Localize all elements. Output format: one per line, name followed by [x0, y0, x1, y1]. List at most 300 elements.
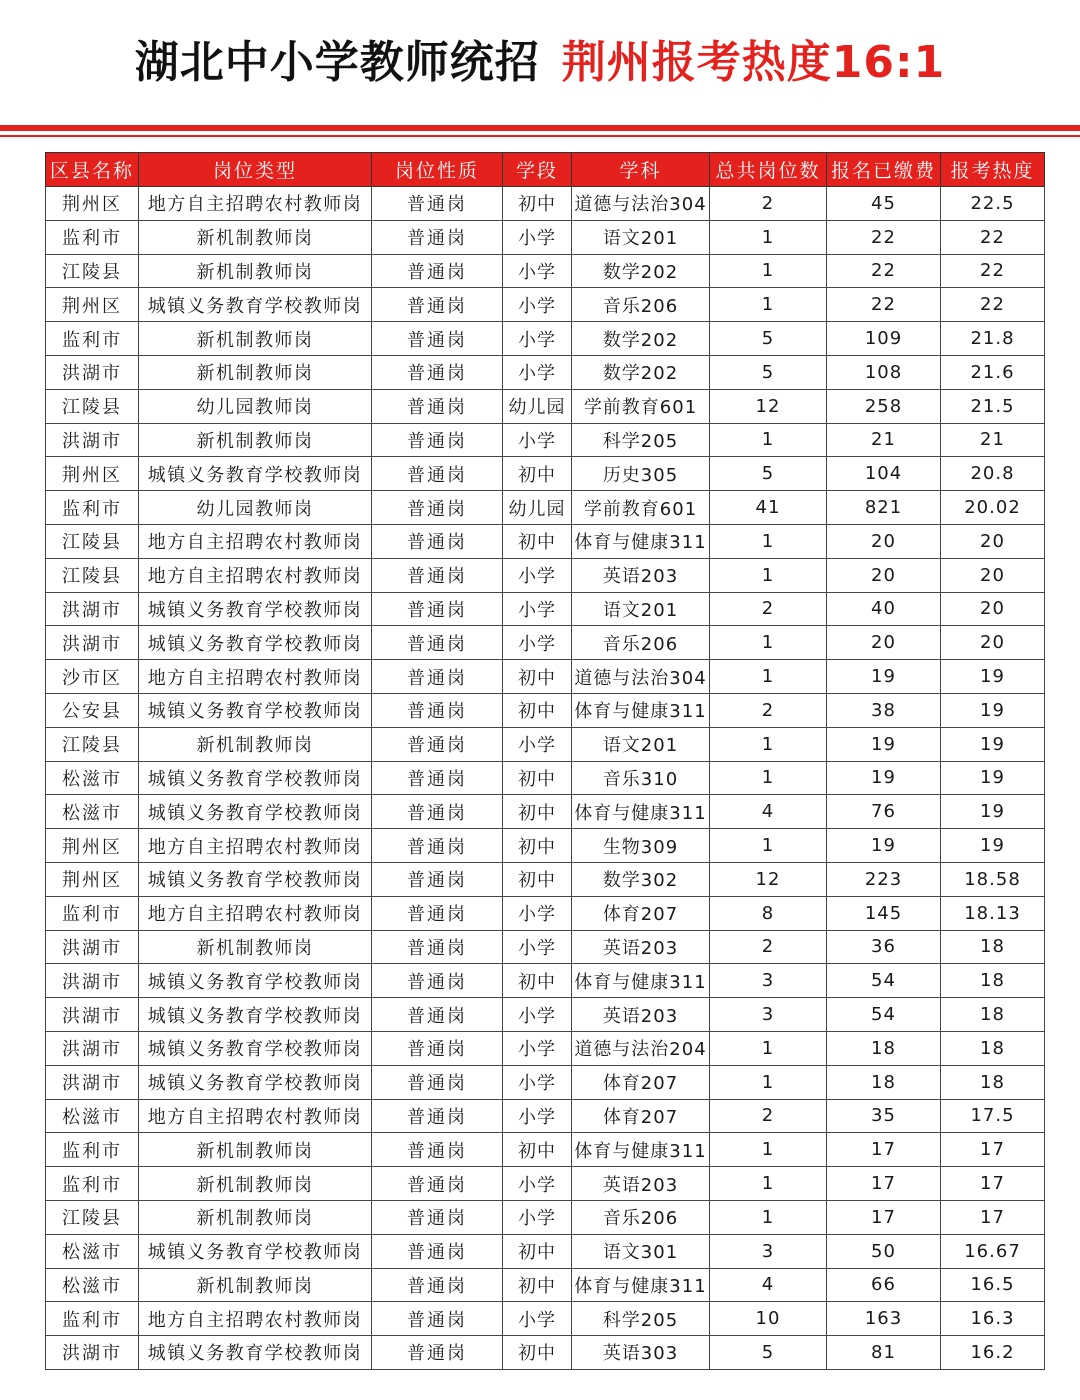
- cell-subject: 语文201: [572, 727, 710, 761]
- cell-total-posts: 5: [710, 1336, 827, 1370]
- cell-heat-ratio: 19: [941, 660, 1045, 694]
- cell-district: 监利市: [46, 220, 139, 254]
- cell-paid-applicants: 258: [827, 389, 941, 423]
- cell-subject: 英语303: [572, 1336, 710, 1370]
- cell-post-nature: 普通岗: [372, 626, 503, 660]
- cell-school-level: 初中: [503, 761, 572, 795]
- cell-total-posts: 1: [710, 761, 827, 795]
- table-row: [46, 1065, 1045, 1099]
- cell-post-type: 城镇义务教育学校教师岗: [139, 693, 372, 727]
- cell-heat-ratio: 20: [941, 524, 1045, 558]
- table-row: [46, 288, 1045, 322]
- table-row: [46, 457, 1045, 491]
- cell-subject: 历史305: [572, 457, 710, 491]
- cell-heat-ratio: 22.5: [941, 187, 1045, 221]
- cell-paid-applicants: 20: [827, 558, 941, 592]
- cell-post-type: 地方自主招聘农村教师岗: [139, 524, 372, 558]
- cell-school-level: 小学: [503, 288, 572, 322]
- cell-subject: 数学202: [572, 322, 710, 356]
- cell-district: 江陵县: [46, 389, 139, 423]
- cell-heat-ratio: 21.6: [941, 355, 1045, 389]
- cell-total-posts: 1: [710, 626, 827, 660]
- table-row: [46, 1167, 1045, 1201]
- cell-school-level: 幼儿园: [503, 491, 572, 525]
- cell-heat-ratio: 22: [941, 254, 1045, 288]
- cell-school-level: 初中: [503, 1268, 572, 1302]
- cell-post-nature: 普通岗: [372, 660, 503, 694]
- page-title: [135, 26, 945, 90]
- cell-paid-applicants: 109: [827, 322, 941, 356]
- cell-district: 荆州区: [46, 457, 139, 491]
- table-row: [46, 795, 1045, 829]
- cell-school-level: 小学: [503, 1200, 572, 1234]
- cell-post-nature: 普通岗: [372, 1099, 503, 1133]
- cell-heat-ratio: 20: [941, 558, 1045, 592]
- cell-post-type: 城镇义务教育学校教师岗: [139, 795, 372, 829]
- cell-paid-applicants: 22: [827, 220, 941, 254]
- cell-total-posts: 2: [710, 693, 827, 727]
- cell-district: 松滋市: [46, 795, 139, 829]
- cell-post-type: 新机制教师岗: [139, 930, 372, 964]
- cell-subject: 音乐206: [572, 1200, 710, 1234]
- cell-heat-ratio: 19: [941, 795, 1045, 829]
- cell-paid-applicants: 17: [827, 1167, 941, 1201]
- cell-district: 荆州区: [46, 829, 139, 863]
- table-row: [46, 220, 1045, 254]
- cell-district: 洪湖市: [46, 1336, 139, 1370]
- cell-total-posts: 1: [710, 288, 827, 322]
- cell-post-nature: 普通岗: [372, 1031, 503, 1065]
- cell-total-posts: 1: [710, 1167, 827, 1201]
- cell-heat-ratio: 16.5: [941, 1268, 1045, 1302]
- cell-district: 洪湖市: [46, 1065, 139, 1099]
- cell-total-posts: 1: [710, 423, 827, 457]
- page-header: [0, 0, 1080, 125]
- cell-subject: 道德与法治304: [572, 660, 710, 694]
- cell-school-level: 初中: [503, 660, 572, 694]
- cell-total-posts: 2: [710, 187, 827, 221]
- cell-paid-applicants: 223: [827, 862, 941, 896]
- cell-post-nature: 普通岗: [372, 1268, 503, 1302]
- cell-total-posts: 3: [710, 1234, 827, 1268]
- cell-district: 荆州区: [46, 862, 139, 896]
- cell-paid-applicants: 36: [827, 930, 941, 964]
- cell-subject: 科学205: [572, 1302, 710, 1336]
- cell-district: 监利市: [46, 491, 139, 525]
- title-main: 湖北中小学教师统招: [134, 36, 540, 88]
- cell-district: 洪湖市: [46, 592, 139, 626]
- cell-total-posts: 2: [710, 1099, 827, 1133]
- cell-school-level: 幼儿园: [503, 389, 572, 423]
- cell-paid-applicants: 19: [827, 761, 941, 795]
- table-container: [45, 152, 1044, 1370]
- cell-district: 松滋市: [46, 1268, 139, 1302]
- cell-subject: 体育与健康311: [572, 693, 710, 727]
- table-row: [46, 930, 1045, 964]
- table-row: [46, 1133, 1045, 1167]
- cell-post-type: 新机制教师岗: [139, 423, 372, 457]
- cell-paid-applicants: 76: [827, 795, 941, 829]
- cell-paid-applicants: 19: [827, 660, 941, 694]
- cell-paid-applicants: 81: [827, 1336, 941, 1370]
- table-row: [46, 355, 1045, 389]
- cell-district: 洪湖市: [46, 423, 139, 457]
- cell-paid-applicants: 54: [827, 998, 941, 1032]
- cell-post-type: 新机制教师岗: [139, 322, 372, 356]
- cell-district: 江陵县: [46, 558, 139, 592]
- cell-post-type: 城镇义务教育学校教师岗: [139, 288, 372, 322]
- cell-post-nature: 普通岗: [372, 1302, 503, 1336]
- cell-total-posts: 5: [710, 355, 827, 389]
- cell-total-posts: 5: [710, 457, 827, 491]
- cell-total-posts: 3: [710, 998, 827, 1032]
- cell-post-type: 新机制教师岗: [139, 727, 372, 761]
- cell-total-posts: 1: [710, 524, 827, 558]
- cell-district: 松滋市: [46, 1099, 139, 1133]
- cell-post-type: 地方自主招聘农村教师岗: [139, 896, 372, 930]
- cell-school-level: 初中: [503, 829, 572, 863]
- cell-heat-ratio: 18.58: [941, 862, 1045, 896]
- table-row: [46, 693, 1045, 727]
- cell-post-nature: 普通岗: [372, 862, 503, 896]
- cell-district: 洪湖市: [46, 355, 139, 389]
- cell-post-nature: 普通岗: [372, 524, 503, 558]
- cell-post-nature: 普通岗: [372, 829, 503, 863]
- cell-subject: 语文301: [572, 1234, 710, 1268]
- cell-subject: 语文201: [572, 220, 710, 254]
- cell-post-nature: 普通岗: [372, 1065, 503, 1099]
- cell-subject: 语文201: [572, 592, 710, 626]
- cell-post-nature: 普通岗: [372, 1133, 503, 1167]
- cell-subject: 数学202: [572, 254, 710, 288]
- cell-paid-applicants: 20: [827, 626, 941, 660]
- cell-total-posts: 4: [710, 1268, 827, 1302]
- table-row: [46, 761, 1045, 795]
- cell-post-type: 城镇义务教育学校教师岗: [139, 1234, 372, 1268]
- cell-district: 松滋市: [46, 1234, 139, 1268]
- table-row: [46, 998, 1045, 1032]
- table-row: [46, 592, 1045, 626]
- cell-heat-ratio: 22: [941, 288, 1045, 322]
- cell-school-level: 小学: [503, 626, 572, 660]
- cell-post-nature: 普通岗: [372, 220, 503, 254]
- cell-post-type: 城镇义务教育学校教师岗: [139, 626, 372, 660]
- cell-paid-applicants: 54: [827, 964, 941, 998]
- cell-post-nature: 普通岗: [372, 795, 503, 829]
- cell-paid-applicants: 18: [827, 1065, 941, 1099]
- cell-heat-ratio: 20.8: [941, 457, 1045, 491]
- cell-subject: 音乐206: [572, 626, 710, 660]
- cell-heat-ratio: 19: [941, 761, 1045, 795]
- cell-heat-ratio: 21.8: [941, 322, 1045, 356]
- table-row: [46, 964, 1045, 998]
- cell-subject: 体育与健康311: [572, 1133, 710, 1167]
- cell-post-nature: 普通岗: [372, 693, 503, 727]
- cell-subject: 道德与法治204: [572, 1031, 710, 1065]
- cell-post-type: 幼儿园教师岗: [139, 491, 372, 525]
- cell-post-type: 地方自主招聘农村教师岗: [139, 1099, 372, 1133]
- cell-school-level: 初中: [503, 457, 572, 491]
- column-header-subject: 学科: [572, 153, 710, 187]
- cell-school-level: 小学: [503, 220, 572, 254]
- cell-total-posts: 8: [710, 896, 827, 930]
- cell-school-level: 小学: [503, 322, 572, 356]
- table-row: [46, 727, 1045, 761]
- cell-heat-ratio: 20: [941, 592, 1045, 626]
- cell-total-posts: 1: [710, 1200, 827, 1234]
- cell-subject: 音乐310: [572, 761, 710, 795]
- cell-heat-ratio: 17: [941, 1200, 1045, 1234]
- cell-total-posts: 12: [710, 389, 827, 423]
- table-row: [46, 829, 1045, 863]
- cell-post-type: 新机制教师岗: [139, 1200, 372, 1234]
- cell-total-posts: 12: [710, 862, 827, 896]
- table-row: [46, 660, 1045, 694]
- cell-post-nature: 普通岗: [372, 896, 503, 930]
- cell-total-posts: 4: [710, 795, 827, 829]
- cell-total-posts: 3: [710, 964, 827, 998]
- cell-district: 监利市: [46, 1302, 139, 1336]
- cell-school-level: 小学: [503, 592, 572, 626]
- cell-school-level: 初中: [503, 795, 572, 829]
- cell-post-type: 城镇义务教育学校教师岗: [139, 1031, 372, 1065]
- cell-heat-ratio: 17: [941, 1133, 1045, 1167]
- table-row: [46, 1234, 1045, 1268]
- cell-school-level: 初中: [503, 1336, 572, 1370]
- cell-district: 洪湖市: [46, 998, 139, 1032]
- cell-subject: 体育与健康311: [572, 1268, 710, 1302]
- cell-district: 江陵县: [46, 524, 139, 558]
- cell-school-level: 小学: [503, 1031, 572, 1065]
- cell-post-nature: 普通岗: [372, 1167, 503, 1201]
- cell-total-posts: 1: [710, 254, 827, 288]
- cell-paid-applicants: 22: [827, 288, 941, 322]
- table-row: [46, 1336, 1045, 1370]
- cell-district: 洪湖市: [46, 1031, 139, 1065]
- cell-post-nature: 普通岗: [372, 389, 503, 423]
- cell-post-nature: 普通岗: [372, 423, 503, 457]
- table-body: [46, 187, 1045, 1370]
- cell-post-nature: 普通岗: [372, 254, 503, 288]
- cell-heat-ratio: 17: [941, 1167, 1045, 1201]
- cell-heat-ratio: 16.2: [941, 1336, 1045, 1370]
- cell-school-level: 初中: [503, 1234, 572, 1268]
- cell-school-level: 小学: [503, 254, 572, 288]
- cell-district: 监利市: [46, 1133, 139, 1167]
- cell-post-type: 新机制教师岗: [139, 1133, 372, 1167]
- cell-school-level: 初中: [503, 693, 572, 727]
- cell-heat-ratio: 19: [941, 727, 1045, 761]
- cell-heat-ratio: 18: [941, 930, 1045, 964]
- cell-school-level: 小学: [503, 423, 572, 457]
- cell-school-level: 初中: [503, 964, 572, 998]
- column-header-paid-applicants: 报名已缴费: [827, 153, 941, 187]
- cell-subject: 生物309: [572, 829, 710, 863]
- cell-total-posts: 1: [710, 727, 827, 761]
- cell-post-type: 城镇义务教育学校教师岗: [139, 592, 372, 626]
- cell-district: 公安县: [46, 693, 139, 727]
- cell-subject: 体育与健康311: [572, 964, 710, 998]
- cell-post-nature: 普通岗: [372, 558, 503, 592]
- cell-total-posts: 1: [710, 558, 827, 592]
- cell-post-type: 地方自主招聘农村教师岗: [139, 187, 372, 221]
- cell-paid-applicants: 17: [827, 1133, 941, 1167]
- cell-post-nature: 普通岗: [372, 322, 503, 356]
- cell-paid-applicants: 21: [827, 423, 941, 457]
- table-row: [46, 322, 1045, 356]
- cell-post-type: 城镇义务教育学校教师岗: [139, 761, 372, 795]
- cell-district: 荆州区: [46, 187, 139, 221]
- cell-heat-ratio: 18: [941, 998, 1045, 1032]
- cell-district: 洪湖市: [46, 964, 139, 998]
- cell-paid-applicants: 145: [827, 896, 941, 930]
- table-row: [46, 1099, 1045, 1133]
- header-rule-thick: [0, 125, 1080, 131]
- cell-district: 江陵县: [46, 727, 139, 761]
- cell-post-type: 新机制教师岗: [139, 254, 372, 288]
- cell-post-nature: 普通岗: [372, 930, 503, 964]
- cell-post-type: 城镇义务教育学校教师岗: [139, 457, 372, 491]
- table-row: [46, 423, 1045, 457]
- cell-paid-applicants: 40: [827, 592, 941, 626]
- cell-subject: 数学202: [572, 355, 710, 389]
- cell-paid-applicants: 108: [827, 355, 941, 389]
- cell-district: 监利市: [46, 322, 139, 356]
- table-row: [46, 1200, 1045, 1234]
- cell-post-type: 新机制教师岗: [139, 1268, 372, 1302]
- cell-school-level: 小学: [503, 1302, 572, 1336]
- cell-subject: 体育与健康311: [572, 795, 710, 829]
- table-row: [46, 1031, 1045, 1065]
- column-header-total-posts: 总共岗位数: [710, 153, 827, 187]
- cell-paid-applicants: 19: [827, 727, 941, 761]
- cell-post-type: 新机制教师岗: [139, 220, 372, 254]
- cell-heat-ratio: 19: [941, 693, 1045, 727]
- cell-post-type: 城镇义务教育学校教师岗: [139, 1065, 372, 1099]
- cell-district: 江陵县: [46, 1200, 139, 1234]
- cell-post-type: 地方自主招聘农村教师岗: [139, 1302, 372, 1336]
- cell-total-posts: 1: [710, 220, 827, 254]
- cell-post-type: 城镇义务教育学校教师岗: [139, 862, 372, 896]
- cell-total-posts: 1: [710, 1031, 827, 1065]
- recruitment-table: [45, 152, 1045, 1370]
- cell-heat-ratio: 19: [941, 829, 1045, 863]
- table-row: [46, 389, 1045, 423]
- cell-subject: 学前教育601: [572, 491, 710, 525]
- table-row: [46, 524, 1045, 558]
- cell-school-level: 小学: [503, 998, 572, 1032]
- cell-district: 监利市: [46, 1167, 139, 1201]
- cell-school-level: 小学: [503, 930, 572, 964]
- table-row: [46, 491, 1045, 525]
- cell-post-nature: 普通岗: [372, 964, 503, 998]
- cell-paid-applicants: 35: [827, 1099, 941, 1133]
- cell-heat-ratio: 18: [941, 1065, 1045, 1099]
- cell-district: 洪湖市: [46, 930, 139, 964]
- cell-subject: 体育207: [572, 1065, 710, 1099]
- cell-post-nature: 普通岗: [372, 1234, 503, 1268]
- cell-post-nature: 普通岗: [372, 998, 503, 1032]
- cell-paid-applicants: 22: [827, 254, 941, 288]
- cell-heat-ratio: 20: [941, 626, 1045, 660]
- cell-post-nature: 普通岗: [372, 727, 503, 761]
- cell-total-posts: 2: [710, 930, 827, 964]
- cell-post-nature: 普通岗: [372, 592, 503, 626]
- cell-heat-ratio: 16.67: [941, 1234, 1045, 1268]
- cell-subject: 英语203: [572, 930, 710, 964]
- cell-post-nature: 普通岗: [372, 355, 503, 389]
- cell-school-level: 小学: [503, 1065, 572, 1099]
- cell-post-nature: 普通岗: [372, 457, 503, 491]
- cell-heat-ratio: 17.5: [941, 1099, 1045, 1133]
- cell-post-nature: 普通岗: [372, 491, 503, 525]
- column-header-district: 区县名称: [46, 153, 139, 187]
- cell-heat-ratio: 18: [941, 1031, 1045, 1065]
- cell-school-level: 小学: [503, 1099, 572, 1133]
- cell-subject: 英语203: [572, 1167, 710, 1201]
- cell-subject: 数学302: [572, 862, 710, 896]
- cell-school-level: 小学: [503, 558, 572, 592]
- cell-total-posts: 2: [710, 592, 827, 626]
- table-header-row: [46, 153, 1045, 187]
- column-header-school-level: 学段: [503, 153, 572, 187]
- cell-paid-applicants: 66: [827, 1268, 941, 1302]
- cell-school-level: 初中: [503, 1133, 572, 1167]
- cell-district: 洪湖市: [46, 626, 139, 660]
- cell-paid-applicants: 17: [827, 1200, 941, 1234]
- cell-school-level: 小学: [503, 1167, 572, 1201]
- cell-post-type: 新机制教师岗: [139, 1167, 372, 1201]
- cell-post-type: 地方自主招聘农村教师岗: [139, 660, 372, 694]
- cell-subject: 科学205: [572, 423, 710, 457]
- cell-post-nature: 普通岗: [372, 1336, 503, 1370]
- table-row: [46, 187, 1045, 221]
- cell-paid-applicants: 20: [827, 524, 941, 558]
- cell-heat-ratio: 18.13: [941, 896, 1045, 930]
- cell-post-nature: 普通岗: [372, 761, 503, 795]
- cell-post-type: 新机制教师岗: [139, 355, 372, 389]
- cell-heat-ratio: 16.3: [941, 1302, 1045, 1336]
- cell-district: 松滋市: [46, 761, 139, 795]
- cell-school-level: 初中: [503, 187, 572, 221]
- table-row: [46, 1302, 1045, 1336]
- cell-total-posts: 41: [710, 491, 827, 525]
- cell-paid-applicants: 19: [827, 829, 941, 863]
- table-row: [46, 862, 1045, 896]
- table-row: [46, 254, 1045, 288]
- cell-subject: 体育与健康311: [572, 524, 710, 558]
- cell-total-posts: 1: [710, 1065, 827, 1099]
- table-row: [46, 558, 1045, 592]
- cell-total-posts: 1: [710, 660, 827, 694]
- table-row: [46, 1268, 1045, 1302]
- cell-total-posts: 5: [710, 322, 827, 356]
- cell-paid-applicants: 38: [827, 693, 941, 727]
- cell-district: 沙市区: [46, 660, 139, 694]
- cell-district: 荆州区: [46, 288, 139, 322]
- cell-school-level: 小学: [503, 727, 572, 761]
- cell-school-level: 初中: [503, 862, 572, 896]
- cell-school-level: 初中: [503, 524, 572, 558]
- cell-post-type: 地方自主招聘农村教师岗: [139, 558, 372, 592]
- cell-paid-applicants: 104: [827, 457, 941, 491]
- cell-post-type: 幼儿园教师岗: [139, 389, 372, 423]
- cell-post-nature: 普通岗: [372, 288, 503, 322]
- cell-subject: 英语203: [572, 558, 710, 592]
- cell-paid-applicants: 821: [827, 491, 941, 525]
- cell-heat-ratio: 21.5: [941, 389, 1045, 423]
- cell-subject: 体育207: [572, 1099, 710, 1133]
